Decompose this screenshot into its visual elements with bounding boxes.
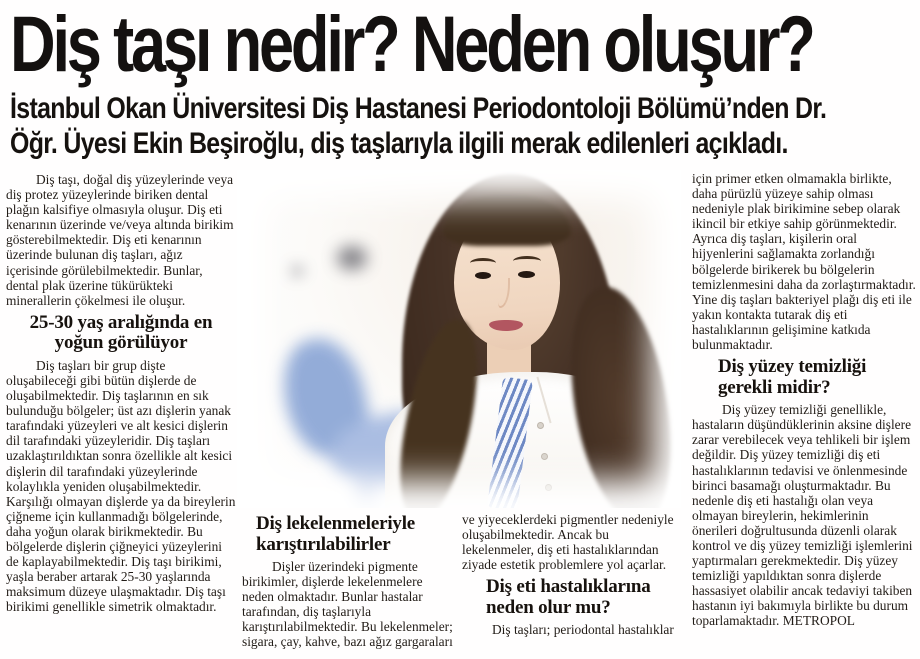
article-headline: Diş taşı nedir? Neden oluşur?	[10, 0, 813, 88]
right-eye	[518, 271, 535, 278]
body-paragraph: Diş taşları bir grup dişte oluşabileceği gibi bütün dişlerde de oluşabilmektedir. Diş taşlarının en sık bulunduğu bölgeler; üst azı dişlerin yanak tarafındaki yüzeyleri ve alt kesici dişlerin dil tarafındaki yüzeyleridir. Diş taşları uzaklaştırıldıktan sonra özellikle alt kesici dişlerin dil tarafındaki yüzeylerinde kolaylıkla yeniden oluşabilmektedir. Karşılığı olmayan dişlerde ya da bireylerin çiğneme için kullanmadığı bölgelerinde, daha yoğun olarak birikmektedir. Bu bölgelerde dişlerin çiğneyici yüzeylerini de kaplayabilmektedir. Diş taşı birikimi, yaşla beraber artarak 25-30 yaşlarında maksimum düzeye ulaşmaktadır. Diş taşı birikimi genellikle simetrik olmaktadır.	[6, 357, 236, 615]
equipment-blur-shape	[337, 246, 367, 270]
coat-button	[545, 484, 552, 491]
body-paragraph: Dişler üzerindeki pigmente birikimler, dişlerde lekelenmelere neden olmaktadır. Bunlar hastalar tarafından, diş taşlarıyla karıştırılabilmektedir. Bu lekelenmeler; sigara, çay, kahve, bazı ağız gargaraları	[242, 559, 453, 650]
subheadline-line-1: İstanbul Okan Üniversitesi Diş Hastanesi Periodontoloji Bölümü’nden Dr.	[10, 92, 827, 125]
body-paragraph: Diş taşı, doğal diş yüzeylerinde veya diş protez yüzeylerinde biriken dental plağın kalsifiye olmasıyla oluşur. Diş eti kenarının üzerinde ve/veya altında birikim gösterebilmektedir. Diş eti kenarının üzerinde bulunan diş taşları, ağız içerisinde görülebilmektedir. Bunlar, dental plak üzerine tükürükteki minerallerin çökelmesi ile oluşur.	[6, 172, 234, 308]
coat-button	[537, 422, 544, 429]
section-subhead-age: 25-30 yaş aralığında en yoğun görülüyor	[29, 311, 213, 354]
section-subhead-gum-disease: Diş eti hastalıklarına neden olur mu?	[486, 576, 651, 618]
article-subheadline	[10, 91, 915, 161]
right-column	[692, 171, 917, 659]
dental-chair-base	[355, 478, 379, 508]
body-paragraph: Diş taşları; periodontal hastalıklar	[492, 622, 674, 638]
subheadline-line-2: Öğr. Üyesi Ekin Beşiroğlu, diş taşlarıyla ilgili merak edilenleri açıkladı.	[10, 127, 788, 160]
third-column	[462, 512, 679, 659]
body-paragraph: için primer etken olmamakla birlikte, daha pürüzlü yüzeye sahip olması nedeniyle plak birikimine sebep olarak ikincil bir etkiye sahip görünmektedir. Ayrıca diş taşları, kişilerin oral hijyenlerini sağlamakta zorlandığı bölgelerde birikerek bu bölgelerin temizlenmesini daha da zorlaştırmaktadır. Yine diş taşları bakteriyel plağı diş eti ile yakın kontakta tutarak diş eti hastalıklarının gelişimine katkıda bulunmaktadır.	[692, 171, 916, 353]
body-text: Diş yüzey temizliği genellikle, hastaların düşündüklerinin aksine dişlere zarar verebilecek veya tehlikeli bir işlem değildir. Diş yüzey temizliği diş eti hastalıklarının tedavisi ve önlenmesinde birinci basamağı oluşturmaktadır. Bu nedenle diş eti hastalığı olan veya olmayan bireylerin, hekimlerinin önerileri doğrultusunda düzenli olarak kontrol ve diş yüzey temizliği işlemlerini yaptırmaları gerekmektedir. Diş yüzey temizliği yapıldıktan sonra dişlerde hassasiyet olabilir ancak tedaviyi takiben hastanın iyi bakımıyla birlikte bu durum toparlamaktadır.	[692, 402, 913, 629]
left-eye	[475, 272, 491, 279]
left-eyebrow	[470, 258, 496, 268]
section-subhead-cleaning: Diş yüzey temizliği gerekli midir?	[718, 356, 867, 398]
doctor-photo	[237, 170, 681, 508]
equipment-blur-shape	[289, 264, 305, 278]
right-eyebrow	[513, 256, 541, 266]
body-paragraph: ve yiyeceklerdeki pigmentler nedeniyle oluşabilmektedir. Ancak bu lekelenmeler, diş eti hastalıklarından ziyade estetik problemlere yol açarlar.	[462, 512, 674, 573]
middle-column	[242, 512, 456, 659]
left-column	[6, 172, 236, 659]
section-subhead-stains: Diş lekelenmeleriyle karıştırılabilirler	[256, 513, 416, 555]
coat-button	[541, 453, 548, 460]
source-credit: METROPOL	[782, 613, 855, 629]
body-paragraph	[692, 402, 917, 628]
